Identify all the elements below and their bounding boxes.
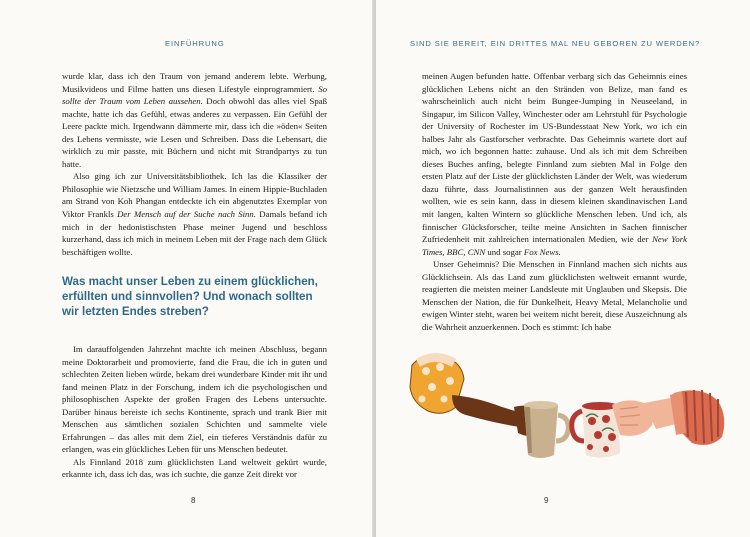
paragraph: Also ging ich zur Universitätsbibliothek. Ich las die Klassiker der Philosophie wie Nietzsche und William James. In einem Hippie-Buchladen am Strand von Koh Phangan entdeckte ich ein abgenutztes Exemplar von Viktor Frankls Der Mensch auf der Suche nach Sinn. Damals befand ich mich in der hedonistischsten Phase meiner Jugend und beschloss kurzerhand, dass ich mich in meinem Leben mit der Frage nach dem Glück beschäftigen wollte. <box>62 171 327 257</box>
section-heading: Was macht unser Leben zu einem glücklichen, erfüllten und sinnvollen? Und wonach sollten wir letzten Endes streben? <box>62 275 318 319</box>
body-text-bottom-left <box>62 343 327 481</box>
running-header-left: EINFÜHRUNG <box>165 39 225 48</box>
body-text-right <box>422 70 687 333</box>
page-number-left: 8 <box>191 496 196 505</box>
body-text-top-left <box>62 70 327 258</box>
mugs-illustration <box>406 345 736 470</box>
right-sleeve-icon <box>670 390 724 445</box>
left-mug-icon <box>524 401 568 458</box>
right-page <box>376 0 750 537</box>
left-page <box>0 0 374 537</box>
page-number-right: 9 <box>544 496 549 505</box>
paragraph: meinen Augen befunden hatte. Offenbar verbarg sich das Geheimnis eines glücklichen Lebens nicht an den Stränden von Belize, man fand es wahrscheinlich auch nicht beim Bungee-Jumping in Neuseeland, in Singapur, im Silicon Valley, Winchester oder am Lehrstuhl für Psychologie der University of Rochester im US-Bundesstaat New York, wo ich ein halbes Jahr als Gastforscher verbrachte. Das Geheimnis wartete dort auf mich, wo ich begonnen hatte: zuhause. Und als ich mit dem Schreiben dieses Buches anfing, belegte Finnland zum siebten Mal in Folge den ersten Platz auf der Liste der glücklichsten Länder der Welt, was wiederum dazu führte, dass Journalistinnen aus der ganzen Welt herausfinden wollten, wie es sein kann, dass in diesem kleinen skandinavischen Land mit langen, kalten Wintern so glückliche Menschen leben. Und ich, als finnischer Glücksforscher, teilte meine Ansichten in Sachen finnischer Zufriedenheit mit zahlreichen internationalen Medien, wie der New York Times, BBC, CNN und sogar Fox News. <box>422 71 687 257</box>
paragraph: Unser Geheimnis? Die Menschen in Finnland machen sich nichts aus Glücklichsein. Als das Land zum glücklichsten weltweit ernannt wurde, reagierten die meisten meiner Landsleute mit Unglauben und Skepsis. Die Menschen der Nation, die für Dunkelheit, Heavy Metal, Melancholie und ewigen Winter steht, waren bei weitem nicht bereit, diese Auszeichnung als die Wahrheit anzuerkennen. Doch es stimmt: Ich habe <box>422 259 687 332</box>
right-mug-icon <box>572 402 620 458</box>
paragraph: Im darauffolgenden Jahrzehnt machte ich meinen Abschluss, begann meine Doktorarbeit und promovierte, fand die Frau, die ich in guten und schlechten Zeiten lieben würde, bekam drei wunderbare Kinder mit ihr und fand meinen Platz in der Forschung, indem ich die psychologischen und philosophischen Aspekte der großen Fragen des Lebens untersuchte. Darüber hinaus bereiste ich sechs Kontinente, sprach und trank Bier mit Menschen aus sämtlichen sozialen Schichten und sammelte viele Erfahrungen – das alles mit dem Ziel, ein tieferes Verständnis dafür zu erlangen, was ein glückliches Leben für uns Menschen bedeutet. <box>62 344 327 455</box>
running-header-right: SIND SIE BEREIT, EIN DRITTES MAL NEU GEBOREN ZU WERDEN? <box>410 39 701 48</box>
paragraph: Als Finnland 2018 zum glücklichsten Land weltweit gekürt wurde, erkannte ich, dass ich das, was ich suchte, die ganze Zeit direkt vor <box>62 456 327 480</box>
paragraph: wurde klar, dass ich den Traum von jemand anderem lebte. Werbung, Musikvideos und Filme hatten uns diesen Lifestyle einprogrammiert. So sollte der Traum vom Leben aussehen. Doch obwohl das alles viel Spaß machte, hatte ich das Gefühl, etwas anderes zu verpassen. Ein Gefühl der Leere packte mich. Irgendwann dämmerte mir, dass ich die »öden« Seiten des Lebens vermisste, wie Lesen und Schreiben. Dass die Lebensart, die wirklich zu mir passte, mit Büchern und nicht mit Strandpartys zu tun hatte. <box>62 71 327 169</box>
